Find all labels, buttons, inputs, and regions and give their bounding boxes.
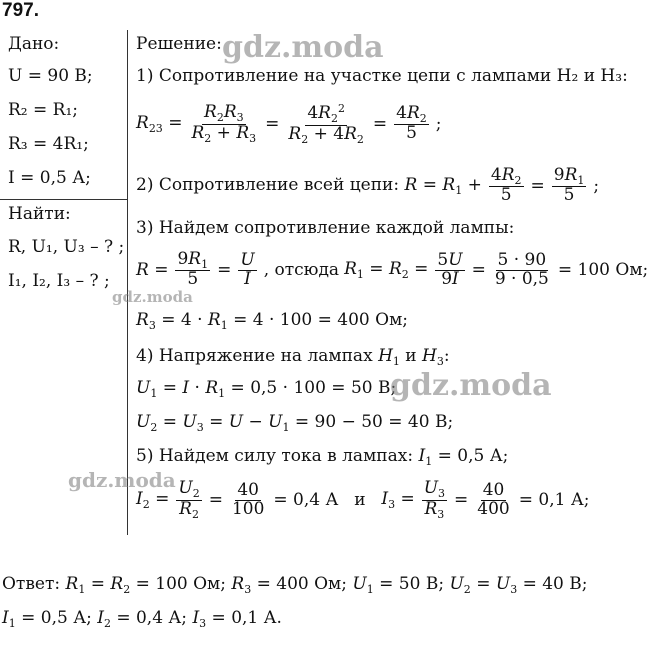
given-label: Дано: xyxy=(8,34,60,54)
fraction-40-100: $\frac{40}{100}$ xyxy=(231,479,265,519)
fraction-4r2-5: $\frac{4R_2}{5}$ xyxy=(396,102,427,144)
step-1: 1) Сопротивление на участке цепи с лампами H₂ и H₃: xyxy=(136,66,628,86)
step-2: 2) Сопротивление всей цепи: $R = R_1$ + $\frac{4R_2}{5}$ = $\frac{9R_1}{5}$ ; xyxy=(136,164,600,206)
fraction-9r1-5: $\frac{9R_1}{5}$ xyxy=(553,164,585,206)
given-divider xyxy=(0,199,127,200)
equation-4a: $U_1 = I \cdot R_1 = 0,5 \cdot 100 = 50$ В; xyxy=(136,378,397,400)
eq3a-connector: , отсюда xyxy=(263,260,340,280)
fraction-4r2sq: $\frac{4R_2^2}{R_2 + 4R_2}$ xyxy=(288,101,364,146)
equation-1: $R_{23}$ = $\frac{R_2R_3}{R_2 + R_3}$ = $\frac{4R_2^2}{R_2 + 4R_2}$ = $\frac{4R_2}{5}$ ; xyxy=(136,101,442,146)
equation-3b: $R_3 = 4 \cdot R_1 = 4 \cdot 100 = 400$ Ом; xyxy=(136,310,409,332)
fraction-u2-r2: $\frac{U_2}{R_2}$ xyxy=(178,477,200,521)
given-line-3: R₃ = 4R₁; xyxy=(8,134,89,154)
step-5: 5) Найдем силу тока в лампах: $I_1 = 0,5$ А; xyxy=(136,446,509,468)
given-line-2: R₂ = R₁; xyxy=(8,100,79,120)
watermark: gdz.moda xyxy=(112,288,193,306)
fraction-r2r3: $\frac{R_2R_3}{R_2 + R_3}$ xyxy=(191,101,257,145)
answer-line-1: Ответ: $R_1 = R_2 = 100$ Ом; $R_3 = 400$ Ом; $U_1 = 50$ В; $U_2 = U_3 = 40$ В; xyxy=(2,574,588,596)
given-line-4: I = 0,5 А; xyxy=(8,168,91,188)
fraction-5u-9i: $\frac{5U}{9I}$ xyxy=(437,249,463,289)
equation-5: $I_2$ = $\frac{U_2}{R_2}$ = $\frac{40}{100}$ = 0,4 А и $I_3$ = $\frac{U_3}{R_3}$ = $\frac{40}{400}$ = 0,1 А; xyxy=(136,477,590,521)
fraction-9r1-5-c: $\frac{9R_1}{5}$ xyxy=(177,248,209,290)
fraction-u3-r3: $\frac{U_3}{R_3}$ xyxy=(423,477,446,521)
eq5-connector: и xyxy=(354,490,366,510)
step-3: 3) Найдем сопротивление каждой лампы: xyxy=(136,218,515,238)
watermark: gdz.moda xyxy=(68,468,176,492)
find-line-2: I₁, I₂, I₃ – ? ; xyxy=(8,271,110,291)
fraction-4r2-5-b: $\frac{4R_2}{5}$ xyxy=(490,164,522,206)
solution-label: Решение: xyxy=(136,34,222,54)
problem-number: 797. xyxy=(2,0,39,21)
answer-line-2: $I_1 = 0,5$ А; $I_2 = 0,4$ А; $I_3 = 0,1$ А. xyxy=(2,608,282,630)
given-line-1: U = 90 В; xyxy=(8,66,93,86)
equation-4b: $U_2 = U_3 = U - U_1 = 90 - 50 = 40$ В; xyxy=(136,412,454,434)
fraction-numeric: $\frac{5 \cdot 90}{9 \cdot 0,5}$ xyxy=(494,249,549,289)
equation-3a: R = $\frac{9R_1}{5}$ = $\frac{U}{I}$ , отсюда $R_1 = R_2$ = $\frac{5U}{9I}$ = $\frac{5 \cdot 90}{9 \cdot 0,5}$ = 100 Ом; xyxy=(136,248,648,290)
fraction-u-i: $\frac{U}{I}$ xyxy=(240,249,255,289)
step-4: 4) Напряжение на лампах $H_1$ и $H_3$: xyxy=(136,346,450,368)
watermark: gdz.moda xyxy=(222,30,384,65)
vertical-divider xyxy=(127,30,128,535)
watermark: gdz.moda xyxy=(390,368,552,403)
find-label: Найти: xyxy=(8,204,71,224)
fraction-40-400: $\frac{40}{400}$ xyxy=(477,479,510,519)
find-line-1: R, U₁, U₃ – ? ; xyxy=(8,237,125,257)
